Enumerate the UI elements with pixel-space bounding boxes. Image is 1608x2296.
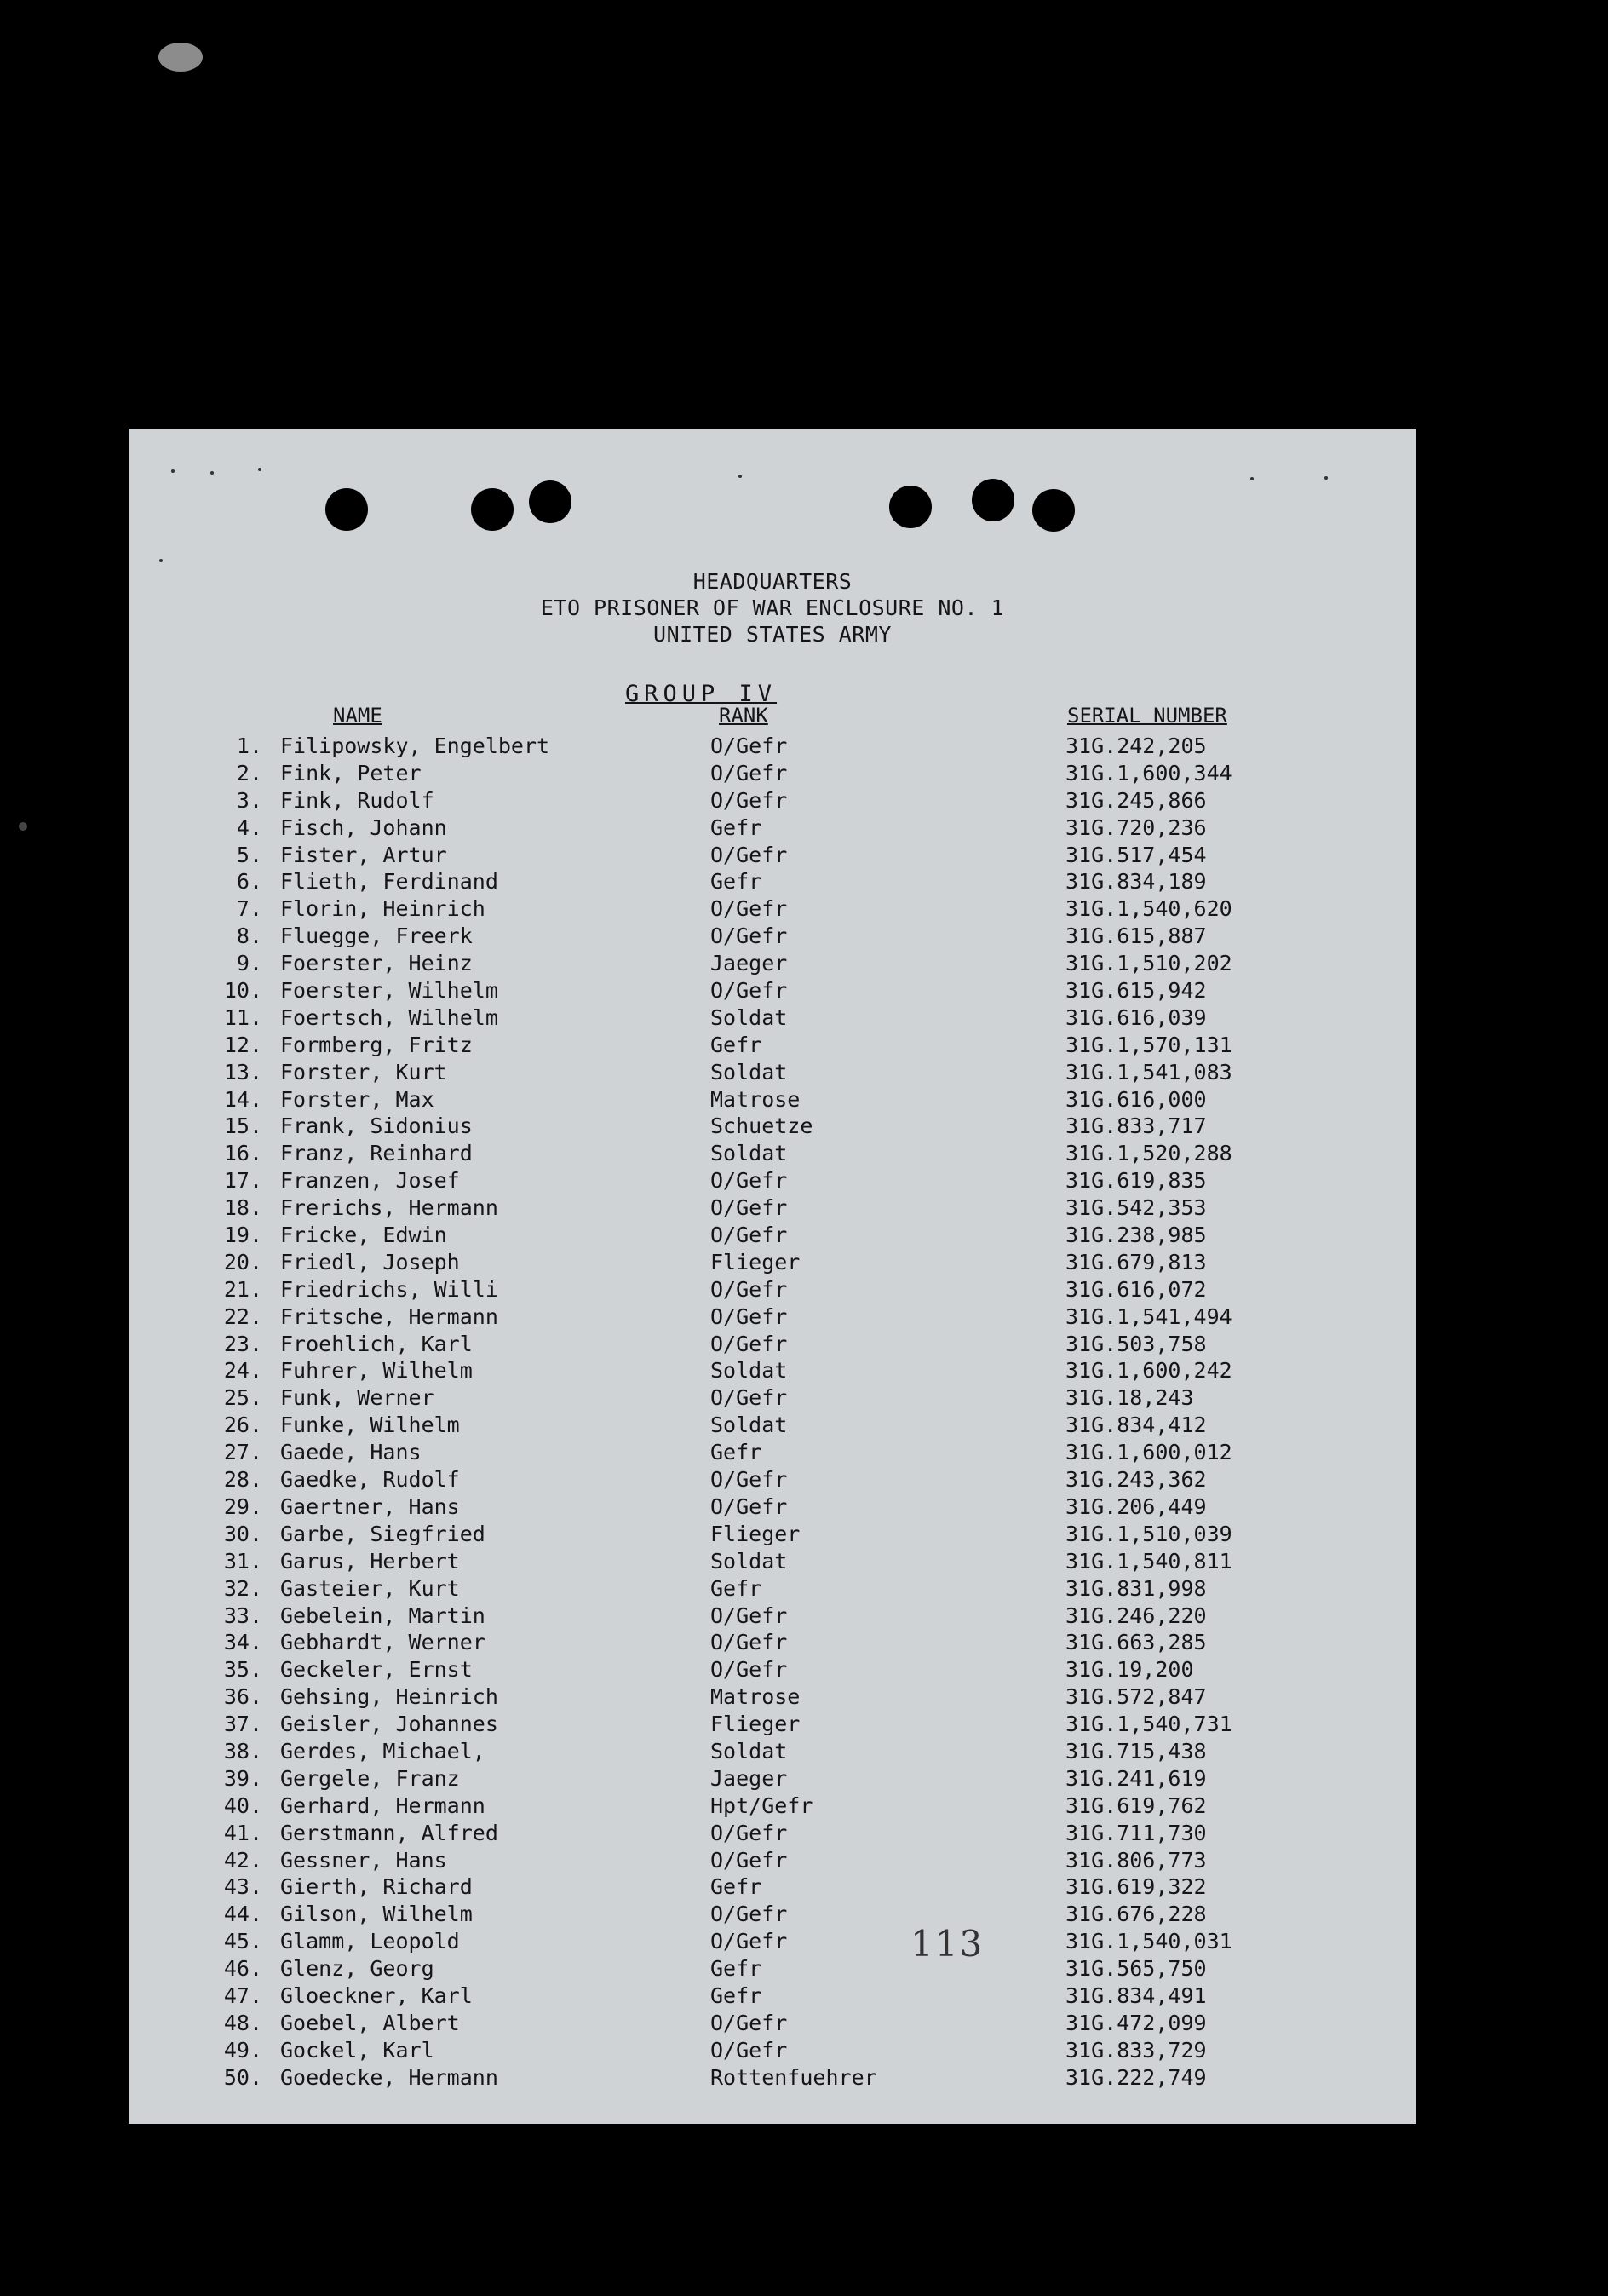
- row-number: 25.: [223, 1385, 262, 1411]
- row-number: 48.: [223, 2010, 262, 2035]
- punch-hole: [471, 488, 514, 531]
- serial-number: 31G.663,285: [1065, 1630, 1207, 1655]
- row-number: 46.: [223, 1956, 262, 1982]
- prisoner-rank: O/Gefr: [710, 734, 788, 758]
- row-number: 27.: [223, 1440, 262, 1465]
- table-row: [129, 1575, 1416, 1603]
- punch-hole: [889, 486, 932, 528]
- document-page: [129, 429, 1416, 2124]
- row-number: 7.: [236, 896, 262, 922]
- paper-mark: [258, 468, 261, 471]
- serial-number: 31G.676,228: [1065, 1902, 1207, 1927]
- row-number: 38.: [223, 1738, 262, 1764]
- prisoner-rank: Flieger: [710, 1521, 801, 1546]
- row-number: 11.: [223, 1004, 262, 1030]
- serial-number: 31G.565,750: [1065, 1956, 1207, 1982]
- row-number: 20.: [223, 1249, 262, 1275]
- row-number: 36.: [223, 1684, 262, 1710]
- prisoner-rank: O/Gefr: [710, 924, 788, 949]
- table-row: [129, 923, 1416, 950]
- prisoner-name: Fuhrer, Wilhelm: [280, 1358, 473, 1384]
- prisoner-name: Filipowsky, Engelbert: [280, 734, 550, 758]
- table-row: [129, 1357, 1416, 1384]
- serial-number: 31G.616,039: [1065, 1004, 1207, 1030]
- serial-number: 31G.1,570,131: [1065, 1032, 1232, 1057]
- serial-number: 31G.831,998: [1065, 1575, 1207, 1601]
- row-number: 13.: [223, 1059, 262, 1085]
- row-number: 22.: [223, 1303, 262, 1329]
- prisoner-name: Gaedke, Rudolf: [280, 1467, 460, 1493]
- prisoner-rank: O/Gefr: [710, 2037, 788, 2063]
- prisoner-name: Forster, Kurt: [280, 1059, 447, 1085]
- prisoner-name: Gergele, Franz: [280, 1765, 460, 1791]
- paper-mark: [159, 559, 163, 562]
- prisoner-name: Forster, Max: [280, 1086, 434, 1112]
- serial-number: 31G.238,985: [1065, 1223, 1207, 1248]
- serial-number: 31G.1,600,344: [1065, 760, 1232, 785]
- row-number: 31.: [223, 1548, 262, 1574]
- table-row: [129, 895, 1416, 923]
- serial-number: 31G.615,942: [1065, 978, 1207, 1004]
- prisoner-rank: Schuetze: [710, 1113, 813, 1139]
- prisoner-rank: O/Gefr: [710, 1276, 788, 1302]
- serial-number: 31G.246,220: [1065, 1603, 1207, 1628]
- scan-speck: [19, 822, 27, 831]
- table-row: [129, 1113, 1416, 1140]
- prisoner-name: Froehlich, Karl: [280, 1331, 473, 1356]
- serial-number: 31G.715,438: [1065, 1738, 1207, 1764]
- header-line-2: ETO PRISONER OF WAR ENCLOSURE NO. 1: [540, 596, 1005, 620]
- serial-number: 31G.517,454: [1065, 842, 1207, 867]
- prisoner-list: [129, 733, 1416, 2092]
- prisoner-name: Flieth, Ferdinand: [280, 869, 498, 895]
- table-row: [129, 2010, 1416, 2037]
- prisoner-name: Franz, Reinhard: [280, 1141, 473, 1166]
- serial-number: 31G.833,729: [1065, 2037, 1207, 2063]
- prisoner-name: Gockel, Karl: [280, 2037, 434, 2063]
- table-row: [129, 1412, 1416, 1439]
- table-row: [129, 1738, 1416, 1765]
- serial-number: 31G.616,072: [1065, 1276, 1207, 1302]
- prisoner-rank: Gefr: [710, 814, 762, 840]
- prisoner-name: Gebelein, Martin: [280, 1603, 485, 1628]
- row-number: 32.: [223, 1575, 262, 1601]
- row-number: 4.: [236, 814, 262, 840]
- serial-number: 31G.19,200: [1065, 1657, 1194, 1683]
- row-number: 18.: [223, 1195, 262, 1221]
- table-row: [129, 1004, 1416, 1032]
- document-header: [129, 568, 1416, 647]
- serial-number: 31G.616,000: [1065, 1086, 1207, 1112]
- scan-speck: [158, 43, 203, 72]
- row-number: 39.: [223, 1765, 262, 1791]
- row-number: 44.: [223, 1902, 262, 1927]
- table-row: [129, 1683, 1416, 1711]
- table-row: [129, 1847, 1416, 1874]
- row-number: 9.: [236, 951, 262, 976]
- prisoner-name: Fister, Artur: [280, 842, 447, 867]
- table-row: [129, 1493, 1416, 1521]
- table-row: [129, 1086, 1416, 1113]
- column-header-serial: SERIAL NUMBER: [1067, 704, 1227, 728]
- row-number: 41.: [223, 1820, 262, 1845]
- prisoner-name: Fink, Peter: [280, 760, 422, 785]
- table-row: [129, 1059, 1416, 1086]
- table-row: [129, 1603, 1416, 1630]
- prisoner-rank: O/Gefr: [710, 1657, 788, 1683]
- prisoner-name: Frerichs, Hermann: [280, 1195, 498, 1221]
- prisoner-rank: Soldat: [710, 1413, 788, 1438]
- serial-number: 31G.619,835: [1065, 1168, 1207, 1194]
- serial-number: 31G.833,717: [1065, 1113, 1207, 1139]
- row-number: 26.: [223, 1413, 262, 1438]
- serial-number: 31G.1,510,039: [1065, 1521, 1232, 1546]
- prisoner-name: Franzen, Josef: [280, 1168, 460, 1194]
- prisoner-rank: Flieger: [710, 1249, 801, 1275]
- group-title: GROUP IV: [625, 681, 778, 707]
- prisoner-rank: Gefr: [710, 1982, 762, 2008]
- prisoner-rank: Flieger: [710, 1712, 801, 1737]
- prisoner-name: Garus, Herbert: [280, 1548, 460, 1574]
- row-number: 14.: [223, 1086, 262, 1112]
- prisoner-rank: O/Gefr: [710, 787, 788, 813]
- prisoner-rank: Gefr: [710, 1956, 762, 1982]
- prisoner-name: Foerster, Heinz: [280, 951, 473, 976]
- prisoner-name: Formberg, Fritz: [280, 1032, 473, 1057]
- table-row: [129, 1873, 1416, 1901]
- prisoner-name: Gehsing, Heinrich: [280, 1684, 498, 1710]
- header-line-3: UNITED STATES ARMY: [653, 622, 892, 647]
- prisoner-name: Fricke, Edwin: [280, 1223, 447, 1248]
- serial-number: 31G.472,099: [1065, 2010, 1207, 2035]
- row-number: 6.: [236, 869, 262, 895]
- prisoner-rank: Soldat: [710, 1004, 788, 1030]
- row-number: 50.: [223, 2064, 262, 2090]
- table-row: [129, 760, 1416, 787]
- serial-number: 31G.1,541,494: [1065, 1303, 1232, 1329]
- paper-mark: [738, 475, 742, 478]
- prisoner-rank: O/Gefr: [710, 1493, 788, 1519]
- prisoner-name: Funke, Wilhelm: [280, 1413, 460, 1438]
- serial-number: 31G.806,773: [1065, 1847, 1207, 1873]
- serial-number: 31G.1,600,242: [1065, 1358, 1232, 1384]
- prisoner-rank: O/Gefr: [710, 896, 788, 922]
- table-row: [129, 1303, 1416, 1331]
- serial-number: 31G.206,449: [1065, 1493, 1207, 1519]
- row-number: 1.: [236, 734, 262, 758]
- serial-number: 31G.241,619: [1065, 1765, 1207, 1791]
- serial-number: 31G.834,491: [1065, 1982, 1207, 2008]
- table-row: [129, 733, 1416, 760]
- prisoner-name: Garbe, Siegfried: [280, 1521, 485, 1546]
- row-number: 21.: [223, 1276, 262, 1302]
- serial-number: 31G.834,189: [1065, 869, 1207, 895]
- row-number: 17.: [223, 1168, 262, 1194]
- prisoner-rank: O/Gefr: [710, 1168, 788, 1194]
- row-number: 33.: [223, 1603, 262, 1628]
- prisoner-rank: Soldat: [710, 1358, 788, 1384]
- serial-number: 31G.679,813: [1065, 1249, 1207, 1275]
- row-number: 19.: [223, 1223, 262, 1248]
- prisoner-name: Goebel, Albert: [280, 2010, 460, 2035]
- serial-number: 31G.834,412: [1065, 1413, 1207, 1438]
- prisoner-rank: O/Gefr: [710, 1603, 788, 1628]
- paper-mark: [171, 469, 175, 473]
- table-row: [129, 814, 1416, 842]
- paper-mark: [1250, 477, 1254, 480]
- table-row: [129, 1711, 1416, 1738]
- prisoner-name: Gerhard, Hermann: [280, 1792, 485, 1818]
- row-number: 49.: [223, 2037, 262, 2063]
- row-number: 40.: [223, 1792, 262, 1818]
- prisoner-rank: O/Gefr: [710, 1223, 788, 1248]
- punch-hole: [529, 480, 571, 523]
- prisoner-rank: O/Gefr: [710, 1847, 788, 1873]
- prisoner-rank: Soldat: [710, 1548, 788, 1574]
- table-row: [129, 2064, 1416, 2092]
- prisoner-rank: Matrose: [710, 1684, 801, 1710]
- prisoner-rank: Hpt/Gefr: [710, 1792, 813, 1818]
- prisoner-name: Gaertner, Hans: [280, 1493, 460, 1519]
- page-number: 113: [910, 1923, 985, 1965]
- header-line-1: HEADQUARTERS: [692, 569, 853, 594]
- row-number: 35.: [223, 1657, 262, 1683]
- table-row: [129, 1656, 1416, 1683]
- prisoner-rank: Soldat: [710, 1141, 788, 1166]
- prisoner-rank: O/Gefr: [710, 1467, 788, 1493]
- prisoner-name: Glenz, Georg: [280, 1956, 434, 1982]
- table-row: [129, 1982, 1416, 2010]
- serial-number: 31G.503,758: [1065, 1331, 1207, 1356]
- prisoner-rank: O/Gefr: [710, 760, 788, 785]
- serial-number: 31G.1,540,811: [1065, 1548, 1232, 1574]
- table-row: [129, 1249, 1416, 1276]
- prisoner-name: Gessner, Hans: [280, 1847, 447, 1873]
- serial-number: 31G.542,353: [1065, 1195, 1207, 1221]
- table-row: [129, 1521, 1416, 1548]
- prisoner-rank: Soldat: [710, 1738, 788, 1764]
- prisoner-rank: Gefr: [710, 1032, 762, 1057]
- serial-number: 31G.1,600,012: [1065, 1440, 1232, 1465]
- prisoner-name: Gerstmann, Alfred: [280, 1820, 498, 1845]
- prisoner-rank: O/Gefr: [710, 2010, 788, 2035]
- prisoner-name: Fritsche, Hermann: [280, 1303, 498, 1329]
- prisoner-rank: Rottenfuehrer: [710, 2064, 877, 2090]
- table-row: [129, 787, 1416, 814]
- prisoner-name: Foertsch, Wilhelm: [280, 1004, 498, 1030]
- prisoner-rank: O/Gefr: [710, 1929, 788, 1954]
- prisoner-rank: Gefr: [710, 1440, 762, 1465]
- paper-mark: [1324, 476, 1328, 480]
- table-row: [129, 1222, 1416, 1249]
- table-row: [129, 1765, 1416, 1792]
- table-row: [129, 1901, 1416, 1928]
- prisoner-name: Gilson, Wilhelm: [280, 1902, 473, 1927]
- serial-number: 31G.1,520,288: [1065, 1141, 1232, 1166]
- paper-mark: [210, 471, 214, 475]
- row-number: 16.: [223, 1141, 262, 1166]
- table-row: [129, 1629, 1416, 1656]
- prisoner-rank: O/Gefr: [710, 1331, 788, 1356]
- serial-number: 31G.18,243: [1065, 1385, 1194, 1411]
- prisoner-rank: Gefr: [710, 1575, 762, 1601]
- serial-number: 31G.1,540,620: [1065, 896, 1232, 922]
- table-row: [129, 1928, 1416, 1955]
- prisoner-name: Glamm, Leopold: [280, 1929, 460, 1954]
- prisoner-name: Gasteier, Kurt: [280, 1575, 460, 1601]
- prisoner-rank: O/Gefr: [710, 1820, 788, 1845]
- column-header-name: NAME: [333, 704, 382, 728]
- punch-hole: [972, 479, 1014, 521]
- row-number: 43.: [223, 1874, 262, 1900]
- table-row: [129, 1792, 1416, 1820]
- row-number: 29.: [223, 1493, 262, 1519]
- serial-number: 31G.1,510,202: [1065, 951, 1232, 976]
- table-row: [129, 1820, 1416, 1847]
- prisoner-name: Gloeckner, Karl: [280, 1982, 473, 2008]
- column-header-rank: RANK: [719, 704, 768, 728]
- table-row: [129, 842, 1416, 869]
- prisoner-name: Gaede, Hans: [280, 1440, 422, 1465]
- prisoner-name: Friedrichs, Willi: [280, 1276, 498, 1302]
- row-number: 3.: [236, 787, 262, 813]
- prisoner-name: Funk, Werner: [280, 1385, 434, 1411]
- table-row: [129, 1167, 1416, 1194]
- row-number: 12.: [223, 1032, 262, 1057]
- prisoner-name: Geisler, Johannes: [280, 1712, 498, 1737]
- prisoner-rank: Gefr: [710, 1874, 762, 1900]
- row-number: 24.: [223, 1358, 262, 1384]
- prisoner-rank: Jaeger: [710, 951, 788, 976]
- prisoner-name: Foerster, Wilhelm: [280, 978, 498, 1004]
- serial-number: 31G.711,730: [1065, 1820, 1207, 1845]
- row-number: 37.: [223, 1712, 262, 1737]
- prisoner-rank: Matrose: [710, 1086, 801, 1112]
- table-row: [129, 1384, 1416, 1412]
- prisoner-name: Fluegge, Freerk: [280, 924, 473, 949]
- row-number: 5.: [236, 842, 262, 867]
- serial-number: 31G.1,541,083: [1065, 1059, 1232, 1085]
- table-row: [129, 1331, 1416, 1358]
- table-row: [129, 1466, 1416, 1493]
- serial-number: 31G.222,749: [1065, 2064, 1207, 2090]
- serial-number: 31G.619,762: [1065, 1792, 1207, 1818]
- row-number: 42.: [223, 1847, 262, 1873]
- table-row: [129, 1276, 1416, 1303]
- row-number: 10.: [223, 978, 262, 1004]
- prisoner-name: Fink, Rudolf: [280, 787, 434, 813]
- prisoner-name: Friedl, Joseph: [280, 1249, 460, 1275]
- row-number: 23.: [223, 1331, 262, 1356]
- row-number: 34.: [223, 1630, 262, 1655]
- prisoner-name: Frank, Sidonius: [280, 1113, 473, 1139]
- row-number: 47.: [223, 1982, 262, 2008]
- prisoner-rank: O/Gefr: [710, 842, 788, 867]
- prisoner-name: Gierth, Richard: [280, 1874, 473, 1900]
- table-row: [129, 950, 1416, 977]
- prisoner-rank: O/Gefr: [710, 1630, 788, 1655]
- prisoner-name: Fisch, Johann: [280, 814, 447, 840]
- row-number: 45.: [223, 1929, 262, 1954]
- serial-number: 31G.572,847: [1065, 1684, 1207, 1710]
- table-row: [129, 2037, 1416, 2064]
- serial-number: 31G.1,540,031: [1065, 1929, 1232, 1954]
- table-row: [129, 1140, 1416, 1167]
- row-number: 28.: [223, 1467, 262, 1493]
- row-number: 15.: [223, 1113, 262, 1139]
- serial-number: 31G.245,866: [1065, 787, 1207, 813]
- serial-number: 31G.720,236: [1065, 814, 1207, 840]
- prisoner-rank: O/Gefr: [710, 1195, 788, 1221]
- prisoner-rank: O/Gefr: [710, 1303, 788, 1329]
- serial-number: 31G.243,362: [1065, 1467, 1207, 1493]
- punch-hole: [325, 488, 368, 531]
- prisoner-name: Goedecke, Hermann: [280, 2064, 498, 2090]
- serial-number: 31G.619,322: [1065, 1874, 1207, 1900]
- table-row: [129, 1032, 1416, 1059]
- prisoner-rank: O/Gefr: [710, 1385, 788, 1411]
- prisoner-name: Gebhardt, Werner: [280, 1630, 485, 1655]
- prisoner-rank: O/Gefr: [710, 1902, 788, 1927]
- prisoner-rank: Jaeger: [710, 1765, 788, 1791]
- serial-number: 31G.1,540,731: [1065, 1712, 1232, 1737]
- table-row: [129, 1194, 1416, 1222]
- serial-number: 31G.615,887: [1065, 924, 1207, 949]
- row-number: 2.: [236, 760, 262, 785]
- table-row: [129, 868, 1416, 895]
- prisoner-name: Florin, Heinrich: [280, 896, 485, 922]
- prisoner-rank: Soldat: [710, 1059, 788, 1085]
- row-number: 8.: [236, 924, 262, 949]
- prisoner-name: Gerdes, Michael,: [280, 1738, 485, 1764]
- prisoner-rank: O/Gefr: [710, 978, 788, 1004]
- prisoner-rank: Gefr: [710, 869, 762, 895]
- table-row: [129, 1548, 1416, 1575]
- punch-hole: [1032, 489, 1075, 532]
- table-row: [129, 1439, 1416, 1466]
- row-number: 30.: [223, 1521, 262, 1546]
- prisoner-name: Geckeler, Ernst: [280, 1657, 473, 1683]
- table-row: [129, 1955, 1416, 1982]
- table-row: [129, 977, 1416, 1004]
- serial-number: 31G.242,205: [1065, 734, 1207, 758]
